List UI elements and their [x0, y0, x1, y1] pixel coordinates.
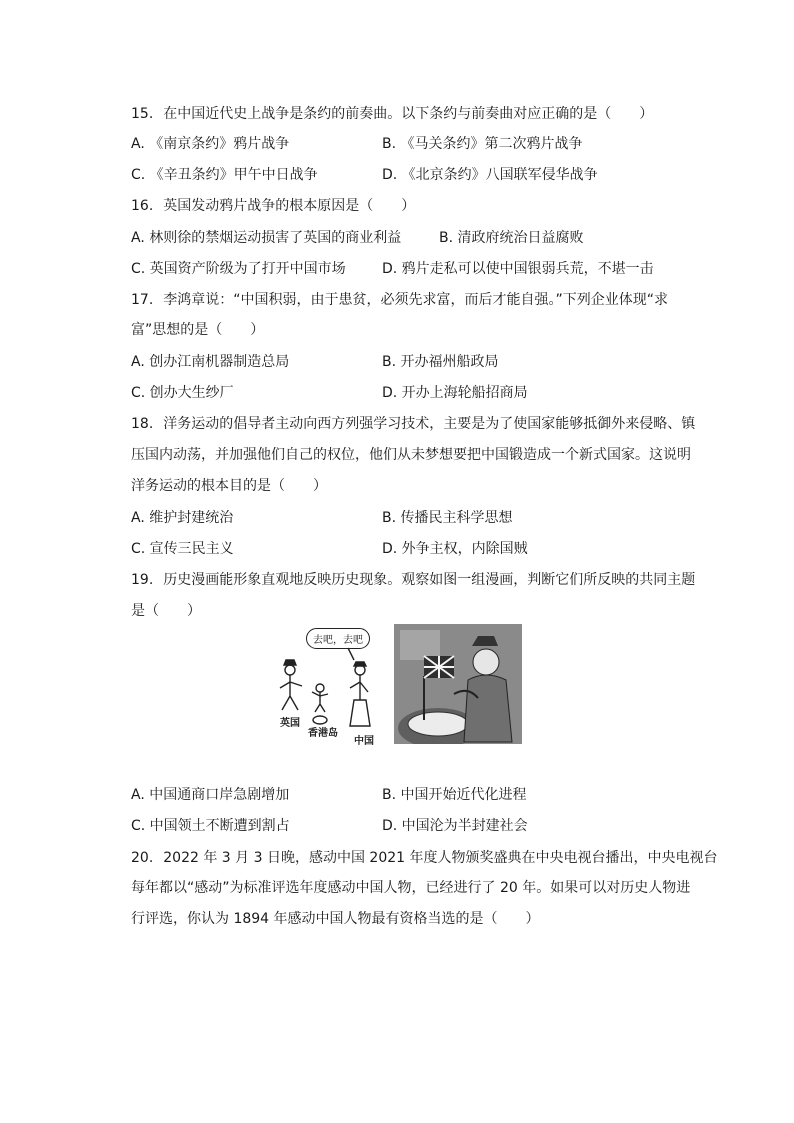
- option-c: C. 创办大生纱厂: [131, 385, 234, 401]
- cartoon-right: [394, 624, 522, 744]
- option-b: B. 开办福州船政局: [382, 354, 499, 370]
- option-d: D. 鸦片走私可以使中国银弱兵荒，不堪一击: [382, 261, 654, 277]
- question-text: 英国发动鸦片战争的根本原因是（ ）: [163, 198, 416, 214]
- option-c: C. 中国领土不断遭到割占: [131, 818, 290, 834]
- option-b: B. 传播民主科学思想: [382, 510, 513, 526]
- option-d: D. 《北京条约》八国联军侵华战争: [382, 167, 598, 183]
- question-number: 20.: [131, 850, 154, 866]
- option-a: A. 中国通商口岸急剧增加: [131, 787, 290, 803]
- question-17-stem-cont: 富”思想的是（ ）: [131, 322, 265, 338]
- question-text: 历史漫画能形象直观地反映历史现象。观察如图一组漫画，判断它们所反映的共同主题: [163, 572, 696, 588]
- option-c: C. 宣传三民主义: [131, 541, 234, 557]
- question-17-stem: [131, 290, 668, 310]
- option-b: B. 清政府统治日益腐败: [439, 230, 584, 246]
- question-text: 李鸿章说：“中国积弱，由于患贫，必须先求富，而后才能自强。”下列企业体现“求: [163, 292, 669, 308]
- question-text: 在中国近代史上战争是条约的前奏曲。以下条约与前奏曲对应正确的是（ ）: [163, 106, 654, 122]
- question-18-stem-cont: 洋务运动的根本目的是（ ）: [131, 478, 327, 494]
- option-d: D. 中国沦为半封建社会: [382, 818, 528, 834]
- question-18-stem: [131, 414, 695, 434]
- option-d: D. 外争主权，内除国贼: [382, 541, 528, 557]
- cartoon-drawing: [394, 624, 522, 744]
- question-19-stem: [131, 570, 695, 590]
- question-20-stem-cont: 每年都以“感动”为标准评选年度感动中国人物，已经进行了 20 年。如果可以对历史人物进: [131, 880, 691, 896]
- question-number: 15.: [131, 106, 154, 122]
- question-text: 洋务运动的倡导者主动向西方列强学习技术，主要是为了使国家能够抵御外来侵略、镇: [163, 416, 696, 432]
- question-number: 18.: [131, 416, 154, 432]
- question-18-stem-cont: 压国内动荡，并加强他们自己的权位，他们从未梦想要把中国锻造成一个新式国家。这说明: [131, 447, 691, 463]
- cartoon-figure: [268, 622, 524, 746]
- option-a: A. 林则徐的禁烟运动损害了英国的商业利益: [131, 230, 402, 246]
- label-uk: 英国: [280, 718, 300, 729]
- speech-bubble: 去吧，去吧: [306, 628, 370, 649]
- question-20-stem-cont: 行评选，你认为 1894 年感动中国人物最有资格当选的是（ ）: [131, 911, 540, 927]
- option-c: C. 英国资产阶级为了打开中国市场: [131, 261, 346, 277]
- question-19-stem-cont: 是（ ）: [131, 603, 201, 619]
- option-a: A. 《南京条约》鸦片战争: [131, 136, 290, 152]
- option-d: D. 开办上海轮船招商局: [382, 385, 528, 401]
- option-b: B. 《马关条约》第二次鸦片战争: [382, 136, 583, 152]
- label-hong-kong: 香港岛: [308, 728, 338, 739]
- question-number: 17.: [131, 292, 154, 308]
- option-b: B. 中国开始近代化进程: [382, 787, 527, 803]
- question-20-stem: [131, 848, 718, 868]
- cartoon-left: [268, 622, 388, 746]
- question-number: 16.: [131, 198, 154, 214]
- question-text: 2022 年 3 月 3 日晚，感动中国 2021 年度人物颁奖盛典在中央电视台播出，中央电视台: [163, 850, 718, 866]
- option-a: A. 维护封建统治: [131, 510, 234, 526]
- question-15-stem: [131, 104, 653, 124]
- question-16-stem: [131, 196, 415, 216]
- option-a: A. 创办江南机器制造总局: [131, 354, 290, 370]
- question-number: 19.: [131, 572, 154, 588]
- label-china: 中国: [354, 736, 374, 747]
- option-c: C. 《辛丑条约》甲午中日战争: [131, 167, 318, 183]
